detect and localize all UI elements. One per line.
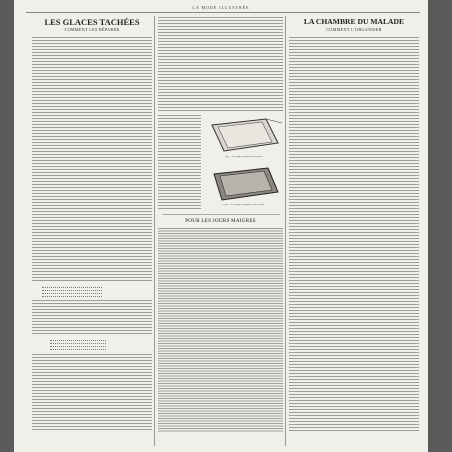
table-row bbox=[42, 290, 102, 291]
mirror-frame-diagram-2 bbox=[204, 162, 284, 204]
table-row bbox=[42, 293, 102, 294]
right-article-subtitle: COMMENT L'ORGANISER bbox=[326, 27, 382, 32]
figure-1-illustration bbox=[204, 115, 284, 155]
newspaper-page bbox=[14, 0, 428, 452]
figure-1-caption: Fig. 1. Rectangle bordure de la glace. bbox=[224, 156, 264, 158]
left-article-body-part3 bbox=[32, 300, 152, 336]
left-article-body-part1 bbox=[32, 37, 152, 161]
header-rule bbox=[26, 12, 420, 13]
center-article-body bbox=[158, 228, 283, 432]
figure-2-caption: Fig. 2. Rectangle de papier collé au dos. bbox=[223, 204, 265, 206]
center-column-continued-text bbox=[158, 17, 283, 113]
left-article-body-part4 bbox=[32, 354, 152, 432]
section-divider bbox=[162, 214, 280, 215]
center-column-text-beside-figures bbox=[158, 115, 201, 210]
column-rule-1 bbox=[154, 16, 155, 446]
table-row bbox=[42, 296, 102, 297]
figure-2-illustration bbox=[204, 162, 284, 204]
running-header: LA MODE ILLUSTRÉE bbox=[192, 5, 250, 10]
center-article-title: POUR LES JOURS MAIGRES bbox=[185, 218, 256, 224]
table-row bbox=[50, 343, 106, 344]
mirror-frame-diagram-1 bbox=[204, 115, 284, 155]
table-row bbox=[50, 349, 106, 350]
left-article-subtitle: COMMENT LES RÉPARER bbox=[64, 27, 120, 32]
table-row bbox=[50, 346, 106, 347]
left-article-title: LES GLACES TACHÉES bbox=[44, 17, 140, 27]
table-row bbox=[50, 340, 106, 341]
column-rule-2 bbox=[285, 16, 286, 446]
table-row bbox=[42, 287, 102, 288]
right-article-body bbox=[289, 37, 419, 432]
left-article-body-part2 bbox=[32, 163, 152, 283]
right-article-title: LA CHAMBRE DU MALADE bbox=[303, 17, 405, 26]
